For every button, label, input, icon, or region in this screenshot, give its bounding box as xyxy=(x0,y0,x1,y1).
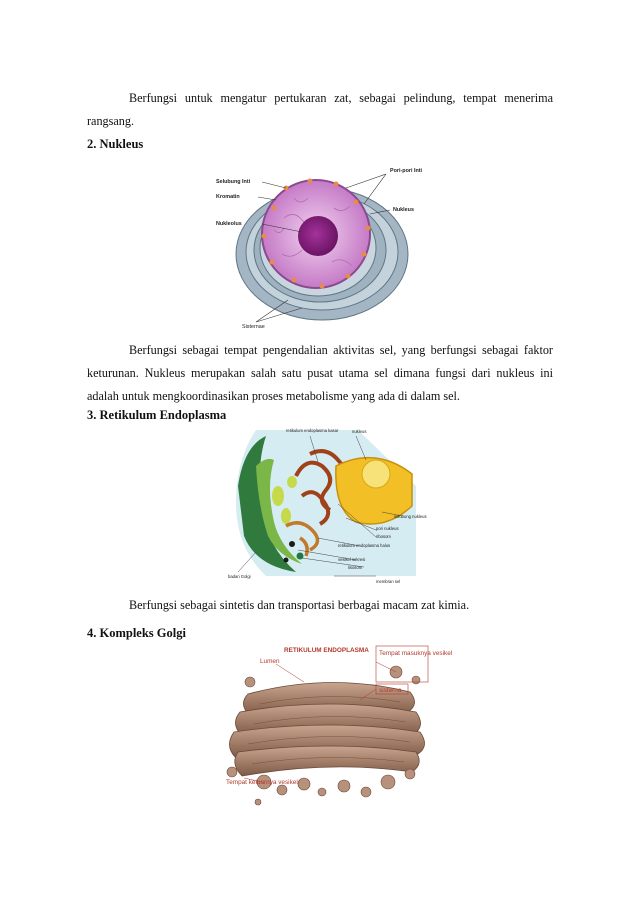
figure-golgi-complex xyxy=(220,642,453,808)
label-nukleolus: Nukleolus xyxy=(216,221,242,227)
heading-nukleus: 2. Nukleus xyxy=(87,137,144,151)
heading-retikulum-endoplasma: 3. Retikulum Endoplasma xyxy=(87,408,227,422)
figure-nucleus xyxy=(214,158,440,330)
label-vesikel-sekresi: vesikel sekresi xyxy=(338,557,366,562)
label-badan-golgi: badan Golgi xyxy=(228,574,251,579)
label-er-nukleus: nukleus xyxy=(352,429,367,434)
label-membran-sel: membran sel xyxy=(376,579,401,584)
figure-endoplasmic-reticulum xyxy=(226,426,430,590)
er-diagram xyxy=(226,426,430,590)
golgi-diagram xyxy=(220,642,453,808)
label-sisternae: Sisternae xyxy=(242,324,265,330)
label-ribosom: ribosom xyxy=(376,534,391,539)
label-selubung-inti: Selubung Inti xyxy=(216,179,251,185)
label-re-halus: retikulum endoplasma halus xyxy=(338,543,391,548)
label-re-kasar: retikulum endoplasma kasar xyxy=(286,428,339,433)
label-pori-pori-inti: Pori-pori Inti xyxy=(390,168,423,174)
label-pori-nukleus: pori nukleus xyxy=(376,526,399,531)
label-tempat-masuknya-vesikel: Tempat masuknya vesikel xyxy=(379,650,453,657)
nucleus-diagram xyxy=(214,158,440,330)
label-sisterna: sisterna xyxy=(379,687,402,694)
label-lumen: Lumen xyxy=(260,658,280,665)
paragraph-nucleus-function: Berfungsi sebagai tempat pengendalian aktivitas sel, yang berfungsi sebagai faktor keturunan. Nukleus merupakan salah satu pusat utama sel dimana fungsi dari nukleus ini adalah untuk mengkoordinasikan proses metabolisme yang ada di dalam sel. xyxy=(87,343,553,403)
label-lisosom: lisosom xyxy=(348,565,363,570)
label-selubung-nukleus: selubung nukleus xyxy=(394,514,427,519)
label-tempat-keluarnya-vesikel: Tempat keluarnya vesikel xyxy=(226,779,298,786)
label-retikulum-endoplasma: RETIKULUM ENDOPLASMA xyxy=(284,647,369,654)
label-kromatin: Kromatin xyxy=(216,194,240,200)
heading-kompleks-golgi: 4. Kompleks Golgi xyxy=(87,626,186,640)
paragraph-plasma-membrane-function: Berfungsi untuk mengatur pertukaran zat, sebagai pelindung, tempat menerima rangsang. xyxy=(87,91,553,128)
label-nukleus: Nukleus xyxy=(393,207,414,213)
paragraph-er-function: Berfungsi sebagai sintetis dan transportasi berbagai macam zat kimia. xyxy=(129,598,470,612)
